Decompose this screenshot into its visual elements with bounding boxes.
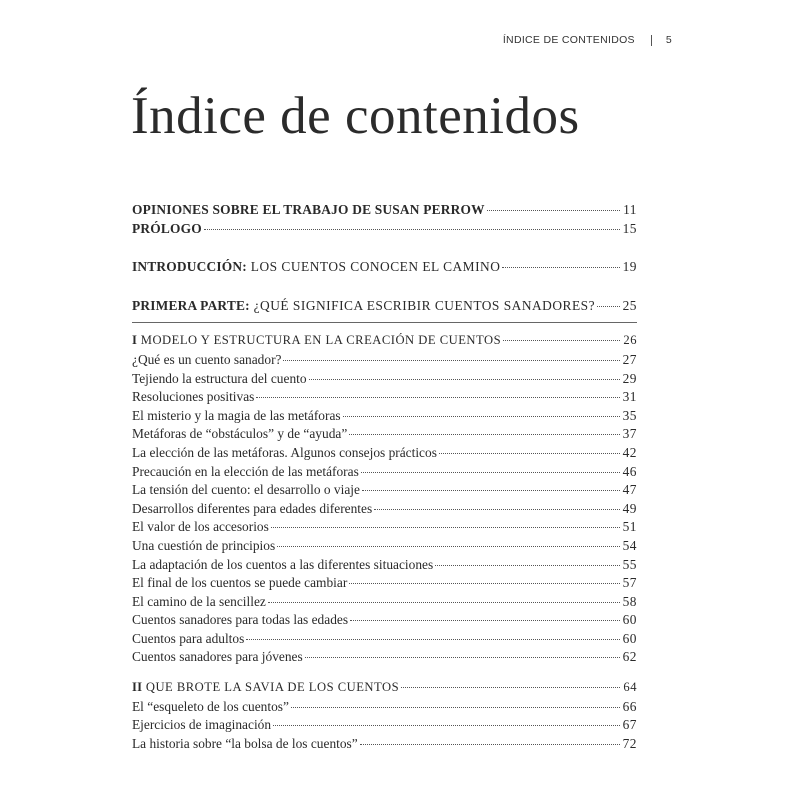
toc-entry bbox=[132, 594, 637, 613]
toc-entry-primera-parte bbox=[132, 298, 637, 317]
toc-entry-label: La historia sobre “la bolsa de los cuentos” bbox=[132, 735, 358, 751]
toc-entry-page: 47 bbox=[622, 482, 637, 498]
dot-leader bbox=[291, 707, 620, 708]
chapter-2-entries bbox=[132, 699, 637, 755]
toc-entry-page: 42 bbox=[622, 444, 637, 460]
toc-entry-label: LOS CUENTOS CONOCEN EL CAMINO bbox=[246, 259, 501, 275]
toc-entry-introduccion bbox=[132, 259, 637, 278]
toc-entry-page: 57 bbox=[622, 575, 637, 591]
toc-entry bbox=[132, 464, 637, 483]
dot-leader bbox=[305, 657, 620, 658]
dot-leader bbox=[374, 509, 619, 510]
dot-leader bbox=[246, 639, 619, 640]
toc-entry-prologo bbox=[132, 221, 637, 240]
dot-leader bbox=[502, 267, 619, 268]
toc-entry-page: 58 bbox=[622, 593, 637, 609]
toc-entry-page: 25 bbox=[622, 297, 637, 313]
toc-entry-label: Cuentos sanadores para jóvenes bbox=[132, 649, 303, 665]
toc-entry-page: 64 bbox=[623, 680, 637, 695]
toc-entry bbox=[132, 389, 637, 408]
toc-entry-page: 62 bbox=[622, 649, 637, 665]
dot-leader bbox=[439, 453, 620, 454]
chapter-heading-2 bbox=[132, 680, 637, 699]
dot-leader bbox=[204, 229, 620, 230]
chapter-heading-1 bbox=[132, 333, 637, 352]
dot-leader bbox=[273, 725, 620, 726]
dot-leader bbox=[349, 583, 619, 584]
toc-entry-label: Metáforas de “obstáculos” y de “ayuda” bbox=[132, 426, 348, 442]
chapter-title: QUE BROTE LA SAVIA DE LOS CUENTOS bbox=[142, 680, 400, 695]
toc-entry-label: Cuentos sanadores para todas las edades bbox=[132, 612, 349, 628]
toc-entry-label: Tejiendo la estructura del cuento bbox=[132, 370, 307, 386]
chapter-1-entries bbox=[132, 352, 637, 668]
toc-entry bbox=[132, 612, 637, 631]
toc-entry-label: OPINIONES SOBRE EL TRABAJO DE SUSAN PERROW bbox=[132, 202, 485, 217]
dot-leader bbox=[361, 472, 620, 473]
dot-leader bbox=[350, 620, 620, 621]
dot-leader bbox=[435, 565, 619, 566]
toc-entry bbox=[132, 699, 637, 718]
toc-entry-label: Cuentos para adultos bbox=[132, 630, 245, 646]
toc-entry-page: 15 bbox=[622, 220, 637, 236]
dot-leader bbox=[283, 360, 619, 361]
chapter-title: MODELO Y ESTRUCTURA EN LA CREACIÓN DE CUENTOS bbox=[137, 333, 502, 348]
toc-entry-page: 51 bbox=[622, 519, 637, 535]
toc-entry-page: 35 bbox=[622, 407, 637, 423]
dot-leader bbox=[343, 416, 620, 417]
dot-leader bbox=[277, 546, 619, 547]
toc-entry bbox=[132, 352, 637, 371]
toc-entry-label: El valor de los accesorios bbox=[132, 519, 269, 535]
toc-entry-label: El “esqueleto de los cuentos” bbox=[132, 698, 289, 714]
toc-entry bbox=[132, 371, 637, 390]
toc-entry-page: 19 bbox=[622, 259, 637, 275]
dot-leader bbox=[268, 602, 620, 603]
toc-entry-page: 27 bbox=[622, 351, 637, 367]
toc-entry bbox=[132, 538, 637, 557]
toc-entry-page: 54 bbox=[622, 537, 637, 553]
toc-entry-label: Desarrollos diferentes para edades diferentes bbox=[132, 500, 373, 516]
toc-entry-opiniones bbox=[132, 202, 637, 221]
toc-entry-page: 60 bbox=[622, 612, 637, 628]
toc-entry-page: 31 bbox=[622, 389, 637, 405]
dot-leader bbox=[309, 379, 620, 380]
toc-entry-page: 37 bbox=[622, 426, 637, 442]
toc-entry-label: La adaptación de los cuentos a las diferentes situaciones bbox=[132, 556, 434, 572]
dot-leader bbox=[401, 687, 620, 688]
toc-entry-page: 46 bbox=[622, 463, 637, 479]
toc-entry bbox=[132, 426, 637, 445]
running-head-page-number: 5 bbox=[665, 34, 672, 46]
toc-entry-label: La tensión del cuento: el desarrollo o viaje bbox=[132, 482, 360, 498]
toc-entry-label: Una cuestión de principios bbox=[132, 537, 276, 553]
toc-entry-page: 29 bbox=[622, 370, 637, 386]
toc-entry-label-bold: INTRODUCCIÓN: bbox=[132, 259, 247, 275]
toc-entry-page: 66 bbox=[622, 698, 637, 714]
toc-entry bbox=[132, 649, 637, 668]
toc-entry bbox=[132, 519, 637, 538]
toc-entry-label: La elección de las metáforas. Algunos consejos prácticos bbox=[132, 444, 437, 460]
chapter-number: I bbox=[132, 333, 138, 348]
toc-entry-label: El misterio y la magia de las metáforas bbox=[132, 407, 341, 423]
toc-entry-label: El camino de la sencillez bbox=[132, 593, 266, 609]
dot-leader bbox=[487, 210, 620, 211]
toc-entry bbox=[132, 482, 637, 501]
toc-entry-page: 26 bbox=[623, 333, 637, 348]
toc-entry-page: 49 bbox=[622, 500, 637, 516]
toc-entry bbox=[132, 575, 637, 594]
toc-entry bbox=[132, 717, 637, 736]
dot-leader bbox=[271, 527, 620, 528]
dot-leader bbox=[256, 397, 619, 398]
dot-leader bbox=[597, 306, 620, 307]
running-head bbox=[503, 34, 672, 46]
page-title: Índice de contenidos bbox=[131, 87, 580, 145]
dot-leader bbox=[362, 490, 620, 491]
dot-leader bbox=[349, 434, 619, 435]
toc-entry-label: Precaución en la elección de las metáforas bbox=[132, 463, 359, 479]
toc-entry-page: 55 bbox=[622, 556, 637, 572]
toc-entry-page: 60 bbox=[622, 630, 637, 646]
toc-entry bbox=[132, 408, 637, 427]
toc-entry bbox=[132, 557, 637, 576]
toc-entry bbox=[132, 445, 637, 464]
toc-entry-label: Resoluciones positivas bbox=[132, 389, 255, 405]
toc-entry-page: 11 bbox=[623, 202, 637, 217]
running-head-separator bbox=[651, 35, 652, 46]
running-head-section: ÍNDICE DE CONTENIDOS bbox=[502, 34, 635, 46]
toc-entry-label: ¿Qué es un cuento sanador? bbox=[132, 351, 282, 367]
dot-leader bbox=[360, 744, 620, 745]
section-divider bbox=[132, 322, 637, 323]
table-of-contents bbox=[132, 202, 637, 754]
toc-entry-page: 72 bbox=[622, 735, 637, 751]
toc-entry-label: PRÓLOGO bbox=[132, 220, 202, 236]
chapter-number: II bbox=[132, 680, 143, 695]
toc-entry-label: ¿QUÉ SIGNIFICA ESCRIBIR CUENTOS SANADORES? bbox=[249, 297, 596, 313]
toc-entry-label: El final de los cuentos se puede cambiar bbox=[132, 575, 348, 591]
toc-entry-label-bold: PRIMERA PARTE: bbox=[132, 297, 250, 313]
toc-entry bbox=[132, 501, 637, 520]
toc-entry-label: Ejercicios de imaginación bbox=[132, 717, 272, 733]
toc-entry bbox=[132, 631, 637, 650]
dot-leader bbox=[503, 340, 620, 341]
toc-entry-page: 67 bbox=[622, 717, 637, 733]
toc-entry bbox=[132, 736, 637, 755]
